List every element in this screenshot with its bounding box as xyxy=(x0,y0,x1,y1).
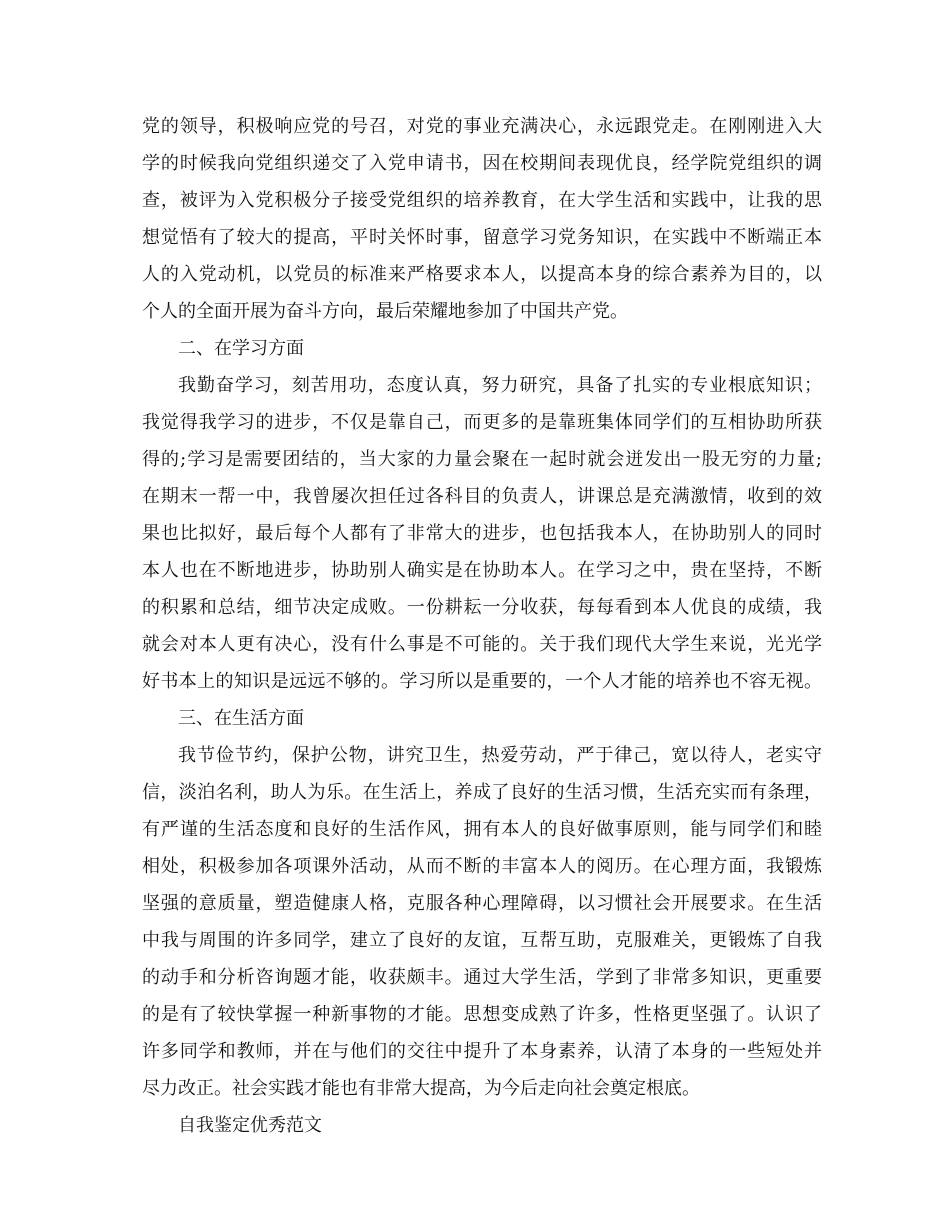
text-line: 得的;学习是需要团结的，当大家的力量会聚在一起时就会迸发出一股无穷的力量; xyxy=(142,449,822,470)
section-heading-life: 三、在生活方面 xyxy=(178,708,304,729)
text-line: 的是有了较快掌握一种新事物的才能。思想变成熟了许多，性格更坚强了。认识了 xyxy=(142,1004,822,1025)
paragraph-life xyxy=(142,737,822,1107)
text-line: 就会对本人更有决心，没有什么事是不可能的。关于我们现代大学生来说，光光学 xyxy=(142,634,822,655)
text-line: 本人也在不断地进步，协助别人确实是在协助本人。在学习之中，贵在坚持，不断 xyxy=(142,560,822,581)
text-line: 中我与周围的许多同学，建立了良好的友谊，互帮互助，克服难关，更锻炼了自我 xyxy=(142,930,822,951)
text-line: 人的入党动机，以党员的标准来严格要求本人，以提高本身的综合素养为目的，以 xyxy=(142,264,822,285)
text-line: 我节俭节约，保护公物，讲究卫生，热爱劳动，严于律己，宽以待人，老实守 xyxy=(178,745,822,766)
paragraph-study xyxy=(142,367,822,700)
text-line: 果也比拟好，最后每个人都有了非常大的进步，也包括我本人，在协助别人的同时 xyxy=(142,523,822,544)
text-line: 我觉得我学习的进步，不仅是靠自己，而更多的是靠班集体同学们的互相协助所获 xyxy=(142,412,822,433)
text-line: 的积累和总结，细节决定成败。一份耕耘一分收获，每每看到本人优良的成绩，我 xyxy=(142,597,822,618)
text-line: 学的时候我向党组织递交了入党申请书，因在校期间表现优良，经学院党组织的调 xyxy=(142,153,822,174)
text-line: 有严谨的生活态度和良好的生活作风，拥有本人的良好做事原则，能与同学们和睦 xyxy=(142,819,822,840)
text-line: 好书本上的知识是远远不够的。学习所以是重要的，一个人才能的培养也不容无视。 xyxy=(142,671,822,692)
text-line: 的动手和分析咨询题才能，收获颇丰。通过大学生活，学到了非常多知识，更重要 xyxy=(142,967,822,988)
text-line: 我勤奋学习，刻苦用功，态度认真，努力研究，具备了扎实的专业根底知识； xyxy=(178,375,822,396)
text-line: 在期末一帮一中，我曾屡次担任过各科目的负责人，讲课总是充满激情，收到的效 xyxy=(142,486,822,507)
text-line: 相处，积极参加各项课外活动，从而不断的丰富本人的阅历。在心理方面，我锻炼 xyxy=(142,856,822,877)
text-line: 坚强的意质量，塑造健康人格，克服各种心理障碍，以习惯社会开展要求。在生活 xyxy=(142,893,822,914)
text-line: 尽力改正。社会实践才能也有非常大提高，为今后走向社会奠定根底。 xyxy=(142,1078,700,1099)
text-line: 查，被评为入党积极分子接受党组织的培养教育，在大学生活和实践中，让我的思 xyxy=(142,190,822,211)
paragraph-party xyxy=(142,108,822,330)
section-heading-study: 二、在学习方面 xyxy=(178,338,304,359)
text-line: 个人的全面开展为奋斗方向，最后荣耀地参加了中国共产党。 xyxy=(142,301,628,322)
text-line: 想觉悟有了较大的提高，平时关怀时事，留意学习党务知识，在实践中不断端正本 xyxy=(142,227,822,248)
text-line: 信，淡泊名利，助人为乐。在生活上，养成了良好的生活习惯，生活充实而有条理， xyxy=(142,782,822,803)
section-heading-sample: 自我鉴定优秀范文 xyxy=(178,1115,322,1136)
text-line: 许多同学和教师，并在与他们的交往中提升了本身素养，认清了本身的一些短处并 xyxy=(142,1041,822,1062)
text-line: 党的领导，积极响应党的号召，对党的事业充满决心，永远跟党走。在刚刚进入大 xyxy=(142,116,822,137)
document-page xyxy=(142,108,822,1144)
